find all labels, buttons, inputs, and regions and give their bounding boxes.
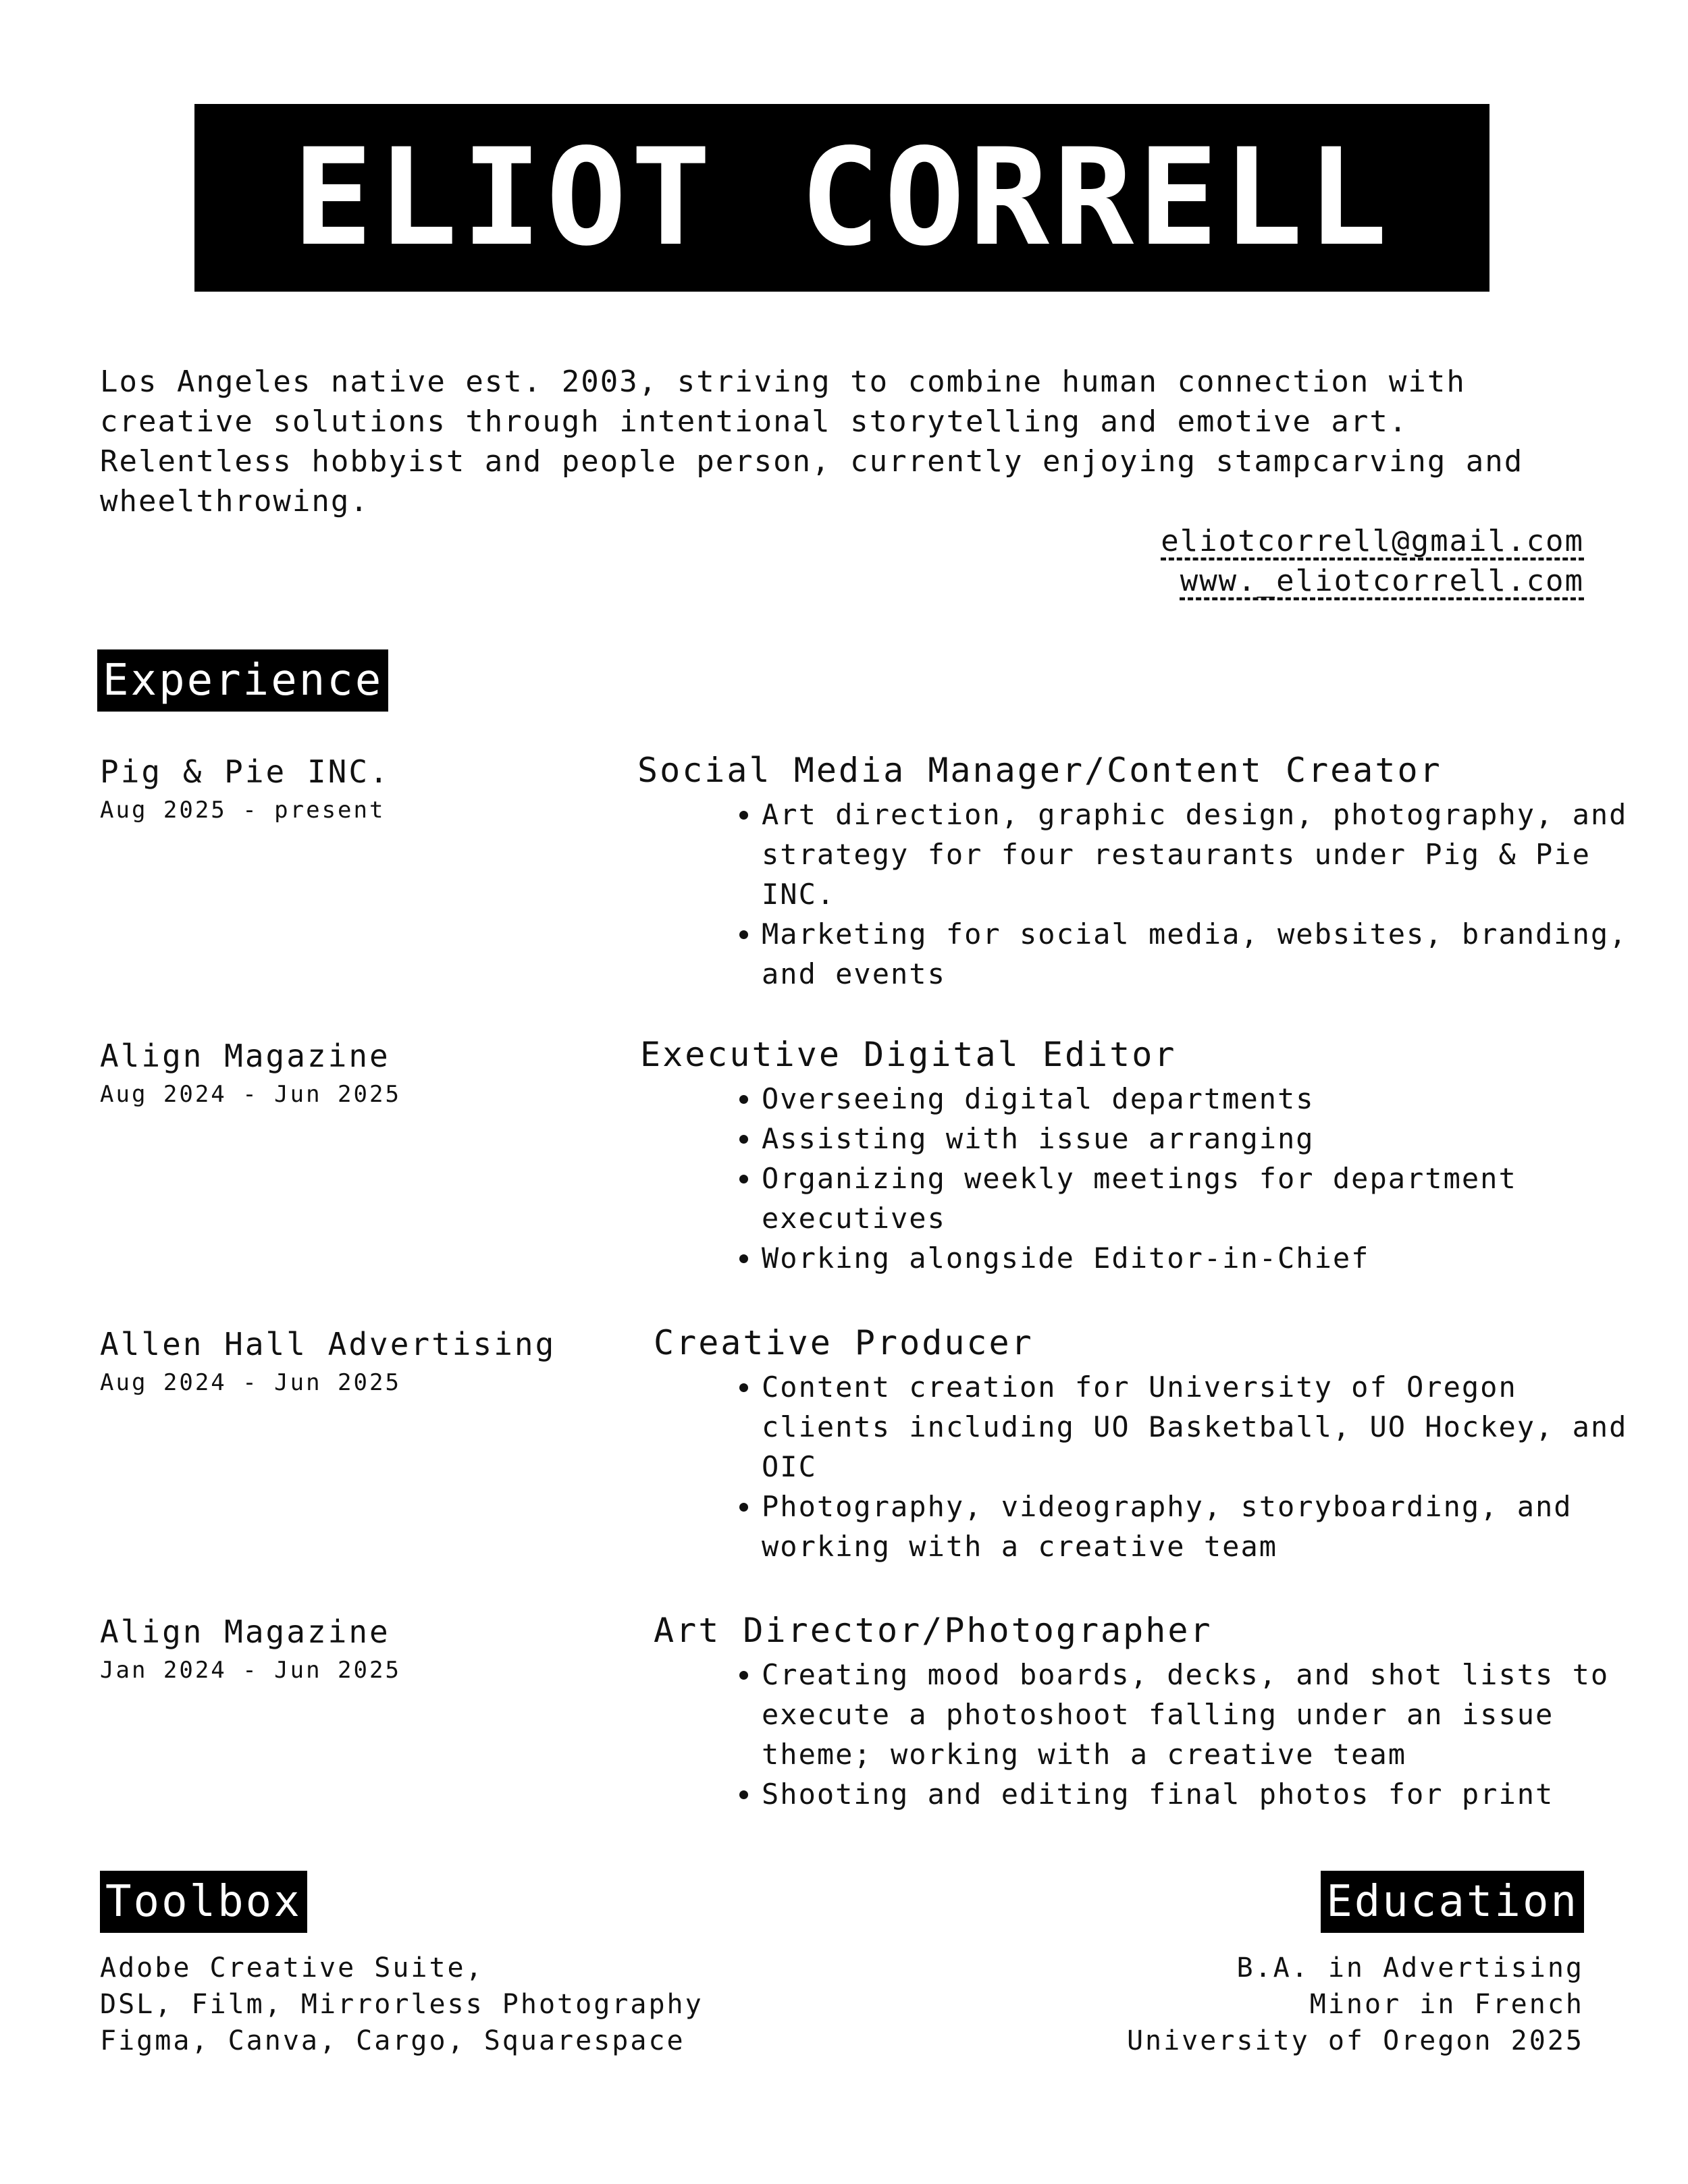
job-2-bullets (710, 1079, 1639, 1278)
experience-heading: Experience (97, 649, 388, 712)
job-2-title: Executive Digital Editor (640, 1035, 1177, 1074)
job-4-bullets (710, 1655, 1639, 1814)
list-item: Adobe Creative Suite, (100, 1952, 484, 1983)
job-1-bullets (710, 795, 1639, 994)
job-1-title: Social Media Manager/Content Creator (637, 751, 1442, 790)
job-2-dates: Aug 2024 - Jun 2025 (100, 1081, 401, 1108)
job-1-company: Pig & Pie INC. (100, 753, 390, 790)
list-item: University of Oregon 2025 (1126, 2025, 1584, 2056)
list-item: • Organizing weekly meetings for department executives (762, 1158, 1639, 1238)
toolbox-list (100, 1950, 704, 2059)
education-heading: Education (1321, 1871, 1584, 1933)
education-list (1127, 1950, 1584, 2059)
intro-paragraph: Los Angeles native est. 2003, striving to combine human connection with creative solutions through intentional storytelling and emotive art. Relentless hobbyist and people person, currently enjoying stampcarving and wheelthrowing. (100, 365, 1524, 518)
list-item: • Overseeing digital departments (762, 1079, 1639, 1119)
list-item: Minor in French (1309, 1989, 1584, 2020)
list-item: B.A. in Advertising (1236, 1952, 1584, 1983)
resume-name: ELIOT CORRELL (292, 119, 1392, 275)
list-item: • Art direction, graphic design, photography, and strategy for four restaurants under Pig & Pie INC. (762, 795, 1639, 914)
email-link[interactable]: eliotcorrell@gmail.com (1161, 524, 1584, 558)
list-item: • Assisting with issue arranging (762, 1119, 1639, 1158)
list-item: • Content creation for University of Oregon clients including UO Basketball, UO Hockey, and OIC (762, 1367, 1639, 1487)
job-3-dates: Aug 2024 - Jun 2025 (100, 1369, 401, 1396)
list-item: Figma, Canva, Cargo, Squarespace (100, 2025, 685, 2056)
list-item: • Marketing for social media, websites, branding, and events (762, 914, 1639, 994)
list-item: • Creating mood boards, decks, and shot lists to execute a photoshoot falling under an issue theme; working with a creative team (762, 1655, 1639, 1774)
website-link[interactable]: www._eliotcorrell.com (1180, 564, 1584, 598)
job-2-company: Align Magazine (100, 1038, 390, 1074)
job-3-company: Allen Hall Advertising (100, 1326, 556, 1362)
list-item: DSL, Film, Mirrorless Photography (100, 1989, 704, 2020)
list-item: • Photography, videography, storyboarding, and working with a creative team (762, 1487, 1639, 1566)
name-banner (194, 104, 1489, 292)
toolbox-heading: Toolbox (100, 1871, 307, 1933)
job-4-title: Art Director/Photographer (654, 1611, 1213, 1650)
job-3-title: Creative Producer (654, 1323, 1034, 1362)
job-1-dates: Aug 2025 - present (100, 797, 386, 824)
list-item: • Working alongside Editor-in-Chief (762, 1238, 1639, 1278)
job-4-company: Align Magazine (100, 1614, 390, 1650)
list-item: • Shooting and editing final photos for print (762, 1774, 1639, 1814)
contact-links (1161, 521, 1584, 601)
job-4-dates: Jan 2024 - Jun 2025 (100, 1657, 401, 1684)
job-3-bullets (710, 1367, 1639, 1566)
